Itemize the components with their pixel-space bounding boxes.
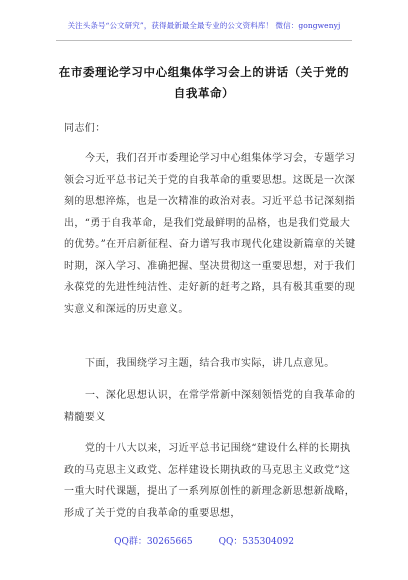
document-title: 在市委理论学习中心组集体学习会上的讲话（关于党的自我革命） [58,65,350,100]
footer-qq-group: QQ群：30265665 [114,537,193,547]
salutation: 同志们： [64,123,106,134]
paragraph-transition: 下面，我围绕学习主题，结合我市实际，讲几点意见。 [85,358,335,369]
paragraph-intro: 今天，我们召开市委理论学习中心组集体学习会，专题学习领会习近平总书记关于党的自我革命的重要思想。这既是一次深刻的思想淬炼，也是一次精准的政治对表。习近平总书记深刻指出，“勇于自我革命，是我们党最鲜明的品格，也是我们党最大的优势。”在开启新征程、奋力谱写我市现代化建设新篇章的关键时期，深入学习、准确把握、坚决贯彻这一重要思想，对于我们永葆党的先进性纯洁性、走好新的赶考之路，具有极其重要的现实意义和深远的历史意义。 [64,153,356,315]
section-heading-one: 一、深化思想认识，在常学常新中深刻领悟党的自我革命的精髓要义 [64,390,356,423]
footer-contact [0,534,408,547]
header-divider [56,40,352,41]
header-promo-note: 关注头条号“公文研究”，获得最新最全最专业的公文资料库！ 微信：gongwenyj [67,21,341,30]
footer-qq-number: QQ：535304092 [218,537,294,547]
paragraph-section-one: 党的十八大以来，习近平总书记围绕“建设什么样的长期执政的马克思主义政党、怎样建设长期执政的马克思主义政党”这一重大时代课题，提出了一系列原创性的新理念新思想新战略，形成了关于党的自我革命的重要思想， [64,443,356,519]
